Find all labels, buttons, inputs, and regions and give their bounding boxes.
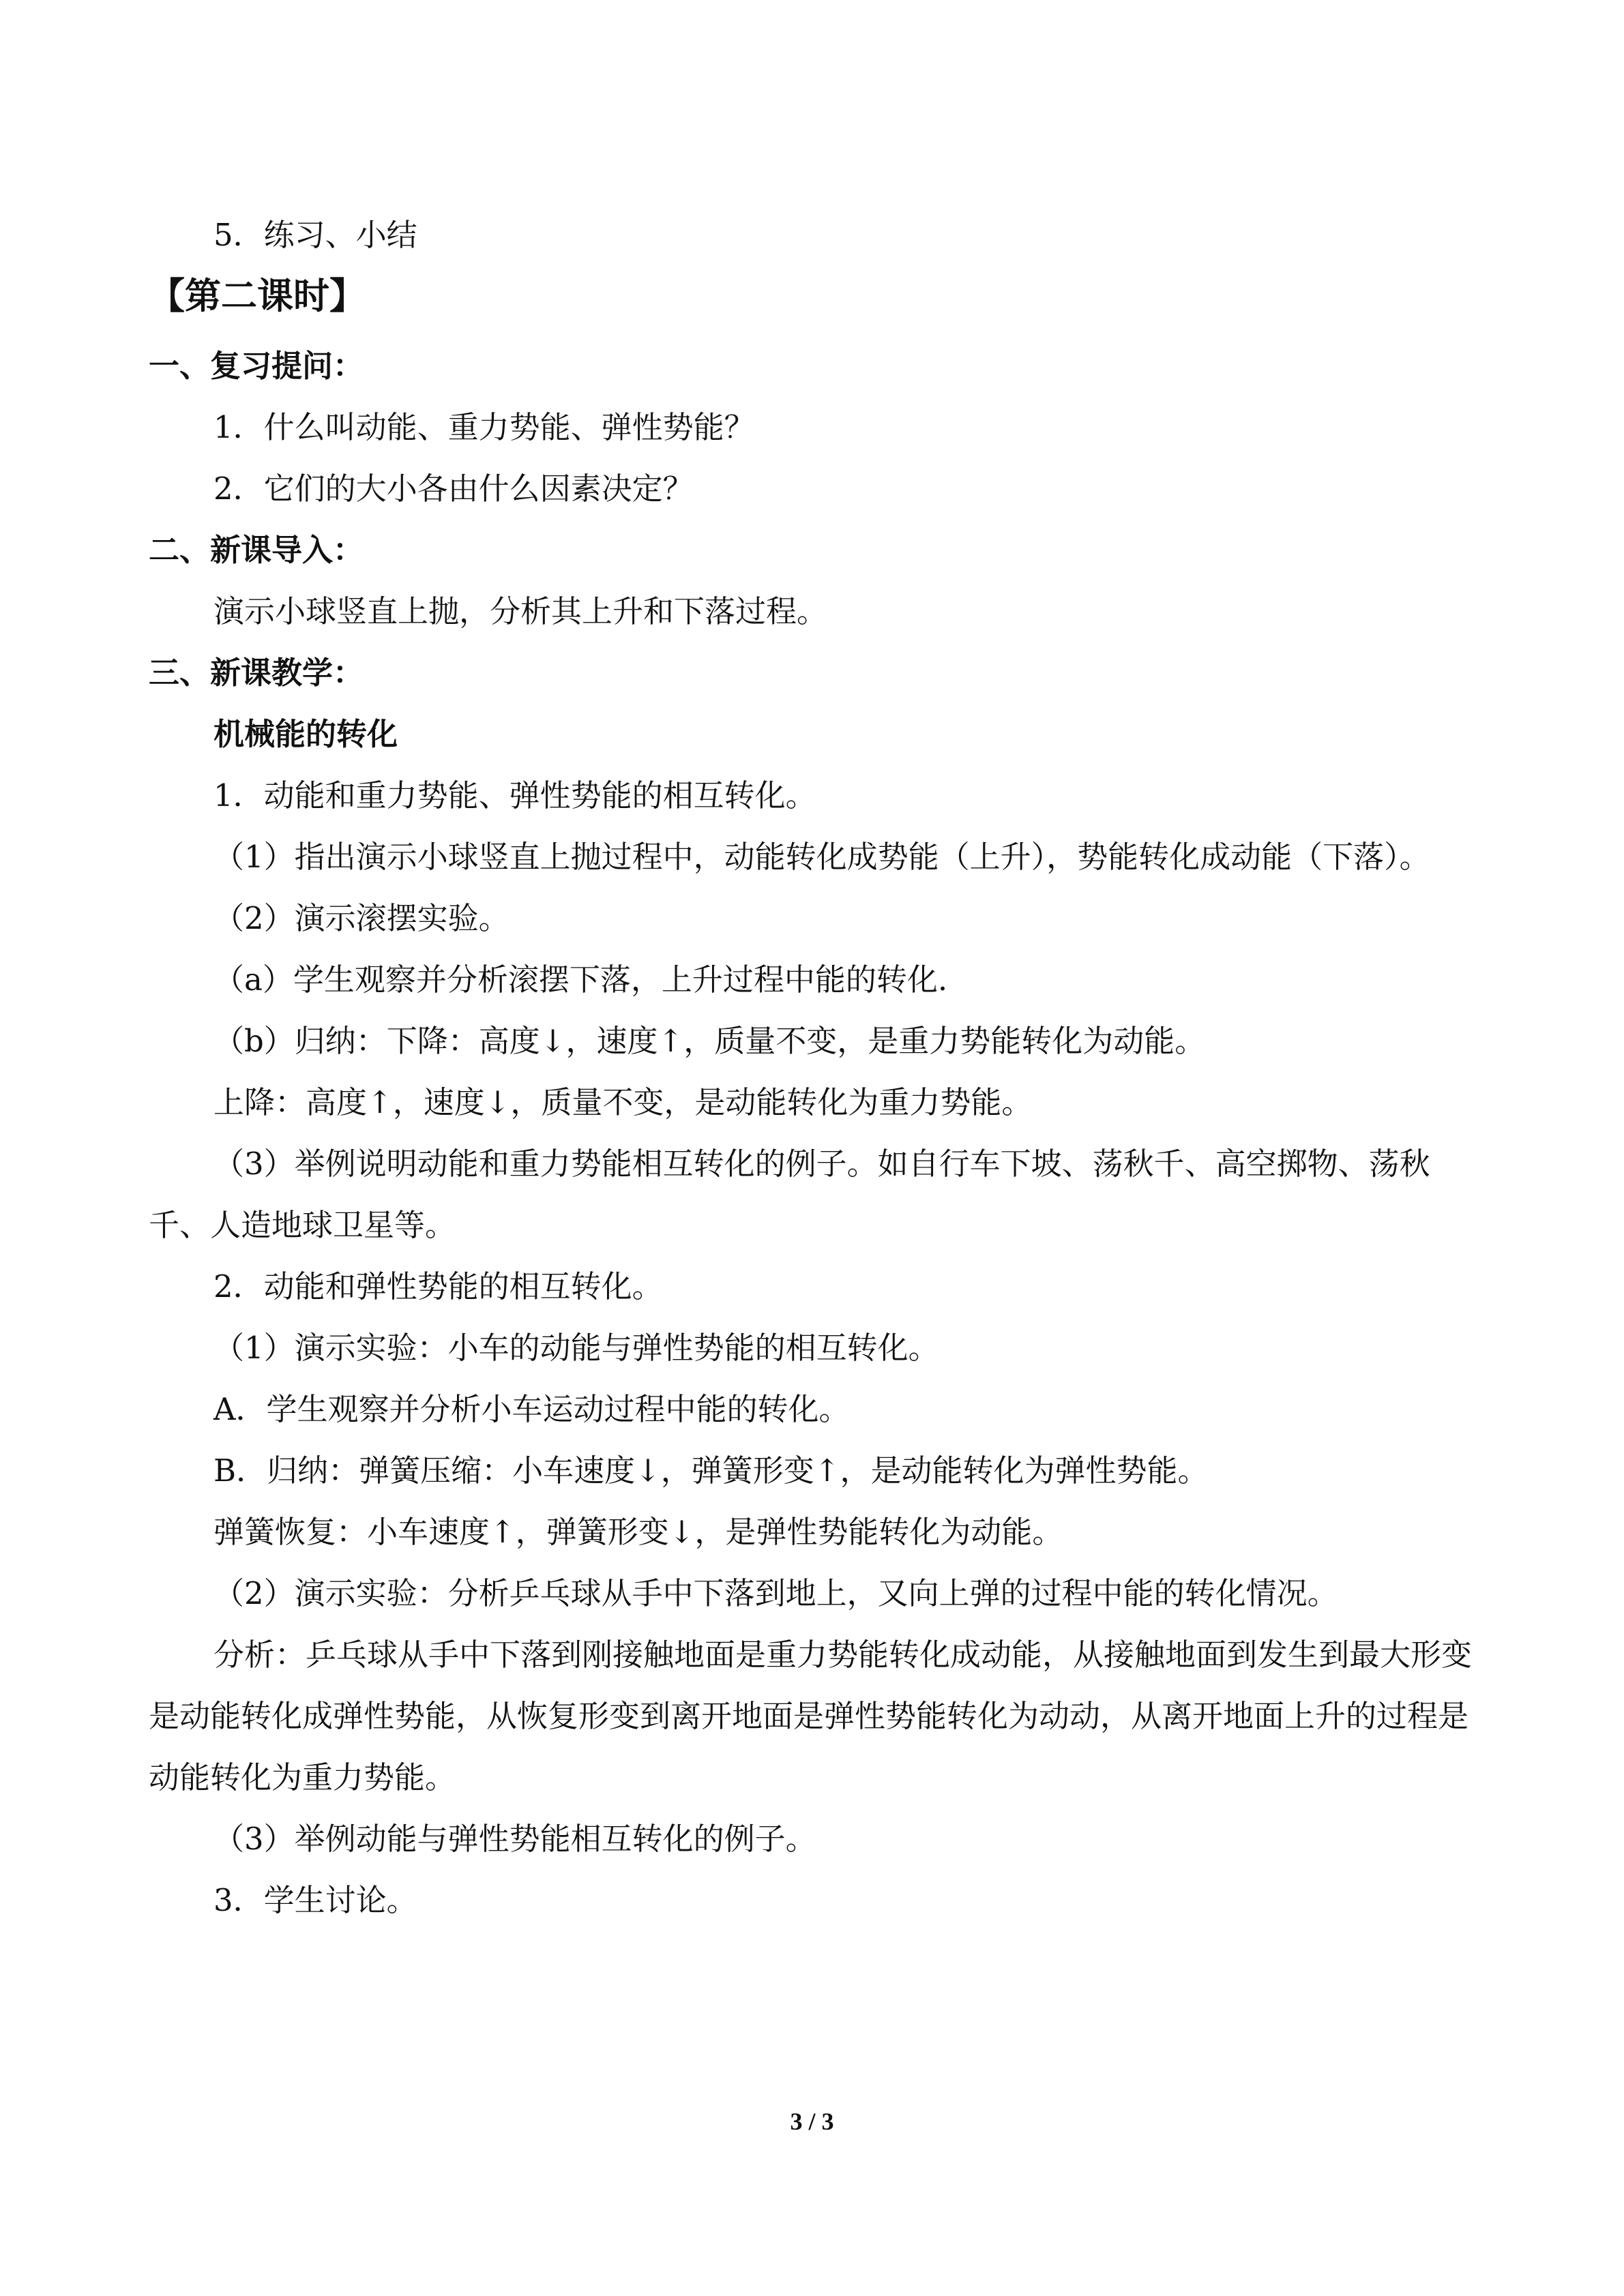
section-heading-intro: 二、新课导入： [149, 532, 364, 568]
review-question-1: 1．什么叫动能、重力势能、弹性势能？ [213, 409, 755, 445]
review-question-2: 2．它们的大小各由什么因素决定？ [213, 471, 694, 507]
paragraph-pingpong-analysis: 分析：乒乓球从手中下落到刚接触地面是重力势能转化成动能，从接触地面到发生到最大形变是动能转化成弹性势能，从恢复形变到离开地面是弹性势能转化为动动，从离开地面上升的过程是动能转化为重力势能。 [149, 1637, 1473, 1795]
section-heading-review: 一、复习提问： [149, 348, 364, 384]
item-cart-observe: A．学生观察并分析小车运动过程中能的转化。 [213, 1391, 850, 1427]
item-spring-compress: B．归纳：弹簧压缩：小车速度↓，弹簧形变↑，是动能转化为弹性势能。 [213, 1452, 1209, 1489]
topic-3: 3．学生讨论。 [213, 1882, 417, 1918]
item-pendulum-demo: （2）演示滚摆实验。 [213, 900, 510, 936]
item-pingpong-demo: （2）演示实验：分析乒乓球从手中下落到地上，又向上弹的过程中能的转化情况。 [213, 1575, 1338, 1611]
paragraph-ball-throw: （1）指出演示小球竖直上抛过程中，动能转化成势能（上升），势能转化成动能（下落）。 [213, 839, 1430, 875]
subheading-mechanical-energy: 机械能的转化 [213, 716, 398, 752]
item-pendulum-summary-up: 上降：高度↑，速度↓，质量不变，是动能转化为重力势能。 [213, 1084, 1033, 1120]
intro-text: 演示小球竖直上抛，分析其上升和下落过程。 [213, 593, 828, 629]
item-pendulum-summary-down: （b）归纳：下降：高度↓，速度↑，质量不变，是重力势能转化为动能。 [213, 1023, 1206, 1059]
document-body [149, 205, 1479, 1931]
paragraph-examples-gravity: （3）举例说明动能和重力势能相互转化的例子。如自行车下坡、荡秋千、高空掷物、荡秋千、人造地球卫星等。 [149, 1146, 1430, 1243]
item-spring-recover: 弹簧恢复：小车速度↑，弹簧形变↓，是弹性势能转化为动能。 [213, 1514, 1063, 1550]
topic-1: 1．动能和重力势能、弹性势能的相互转化。 [213, 777, 816, 814]
section-heading-teaching: 三、新课教学： [149, 655, 364, 691]
page-number: 3 / 3 [790, 2108, 834, 2135]
topic-2: 2．动能和弹性势能的相互转化。 [213, 1268, 663, 1304]
lesson-title: 【第二课时】 [149, 275, 366, 317]
item-practice-summary: 5．练习、小结 [213, 217, 417, 253]
item-pendulum-observe: （a）学生观察并分析滚摆下落，上升过程中能的转化. [213, 961, 948, 998]
item-cart-demo: （1）演示实验：小车的动能与弹性势能的相互转化。 [213, 1330, 939, 1366]
item-elastic-examples: （3）举例动能与弹性势能相互转化的例子。 [213, 1821, 816, 1857]
